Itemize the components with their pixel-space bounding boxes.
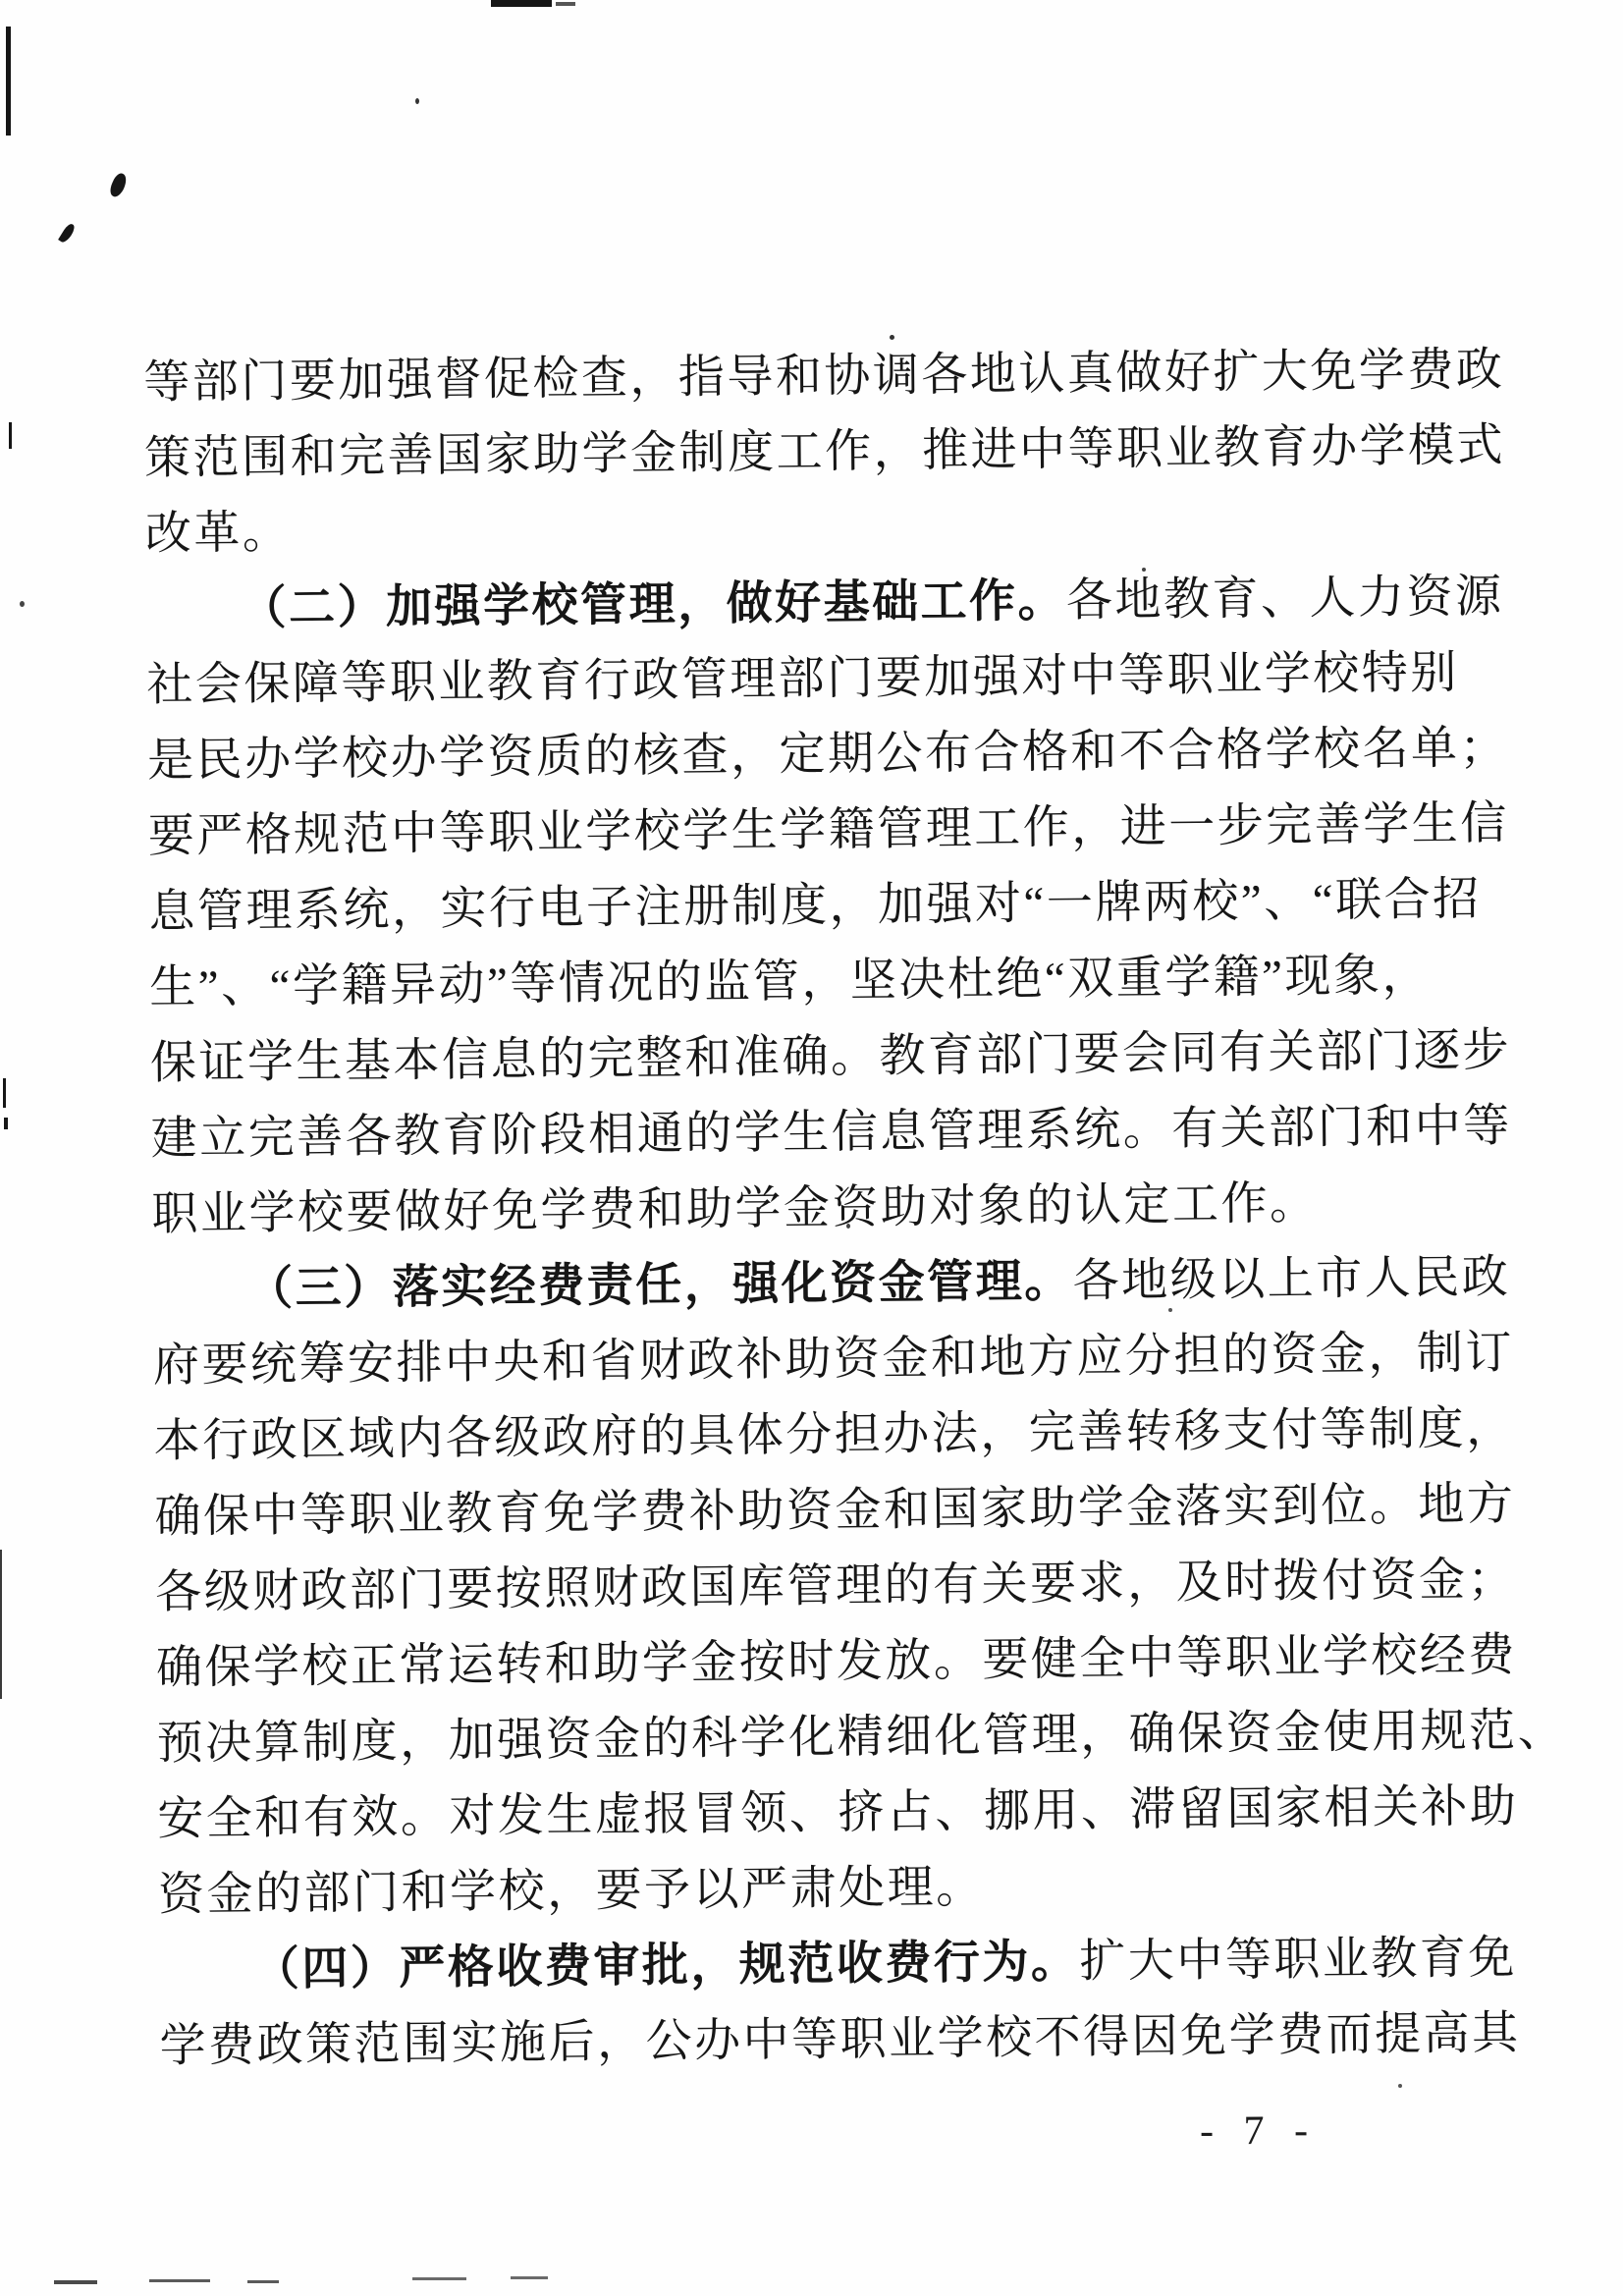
page-number: - 7 - <box>1199 2107 1319 2155</box>
text-line: 是民办学校办学资质的核查，定期公布合格和不合格学校名单； <box>146 722 1509 787</box>
text-line: 息管理系统，实行电子注册制度，加强对“一牌两校”、“联合招 <box>148 873 1482 938</box>
ink-blot <box>58 222 77 245</box>
scan-artifact-margin-mark <box>20 601 25 607</box>
ink-speck <box>1398 2084 1402 2088</box>
paragraph <box>143 333 1512 573</box>
ink-blot <box>107 171 129 198</box>
text-line: 生”、“学籍异动”等情况的监管，坚决杜绝“双重学籍”现象， <box>149 950 1432 1013</box>
text-line: 安全和有效。对发生虚报冒领、挤占、挪用、滞留国家相关补助 <box>157 1780 1519 1845</box>
section-body-start: 扩大中等职业教育免 <box>1079 1932 1518 1988</box>
text-line <box>145 560 1513 648</box>
scan-artifact-edge-bar <box>6 27 11 125</box>
text-line: 确保学校正常运转和助学金按时发放。要健全中等职业学校经费 <box>155 1629 1518 1694</box>
text-line <box>159 1921 1527 2009</box>
text-line: 等部门要加强督促检查，指导和协调各地认真做好扩大免学费政 <box>143 344 1505 409</box>
text-line: 建立完善各教育阶段相通的学生信息管理系统。有关部门和中等 <box>150 1100 1512 1165</box>
text-line: 职业学校要做好免学费和助学金资助对象的认定工作。 <box>151 1177 1319 1240</box>
text-line: 预决算制度，加强资金的科学化精细化管理，确保资金使用规范、 <box>156 1705 1567 1770</box>
ink-speck <box>415 98 419 104</box>
scan-artifact-margin-mark <box>3 1078 6 1108</box>
text-line: 保证学生基本信息的完整和准确。教育部门要会同有关部门逐步 <box>149 1024 1512 1089</box>
section-body-start: 各地级以上市人民政 <box>1072 1251 1511 1307</box>
scan-artifact-bottom-dash <box>54 2280 97 2284</box>
scan-artifact-top-smudge <box>556 2 575 6</box>
scan-artifact-margin-mark <box>4 1118 8 1129</box>
scan-artifact-bottom-dash <box>412 2277 466 2280</box>
scan-artifact-bottom-dash <box>149 2279 210 2282</box>
document-text <box>143 333 1567 2085</box>
paragraph <box>159 1921 1527 2085</box>
text-line: 改革。 <box>144 507 292 560</box>
scan-artifact-margin-mark <box>0 1550 2 1699</box>
scan-artifact-bottom-dash <box>511 2276 548 2279</box>
scan-artifact-top-smudge <box>491 0 552 7</box>
paragraph <box>152 1240 1567 1934</box>
text-line: 学费政策范围实施后，公办中等职业学校不得因免学费而提高其 <box>159 2007 1521 2072</box>
text-line: 各级财政部门要按照财政国库管理的有关要求，及时拨付资金； <box>154 1554 1517 1618</box>
text-line <box>152 1240 1520 1329</box>
text-line: 策范围和完善国家助学金制度工作，推进中等职业教育办学模式 <box>143 419 1506 484</box>
text-line: 要严格规范中等职业学校学生学籍管理工作，进一步完善学生信 <box>147 797 1509 862</box>
scan-artifact-bottom-dash <box>247 2280 279 2283</box>
paragraph <box>145 560 1519 1253</box>
scan-artifact-margin-mark <box>9 422 12 449</box>
text-line: 本行政区域内各级政府的具体分担办法，完善转移支付等制度， <box>153 1402 1515 1467</box>
section-heading: （三）落实经费责任，强化资金管理。 <box>245 1255 1073 1316</box>
text-line: 资金的部门和学校，要予以严肃处理。 <box>157 1861 985 1921</box>
section-heading: （二）加强学校管理，做好基础工作。 <box>240 574 1067 635</box>
section-body-start: 各地教育、人力资源 <box>1065 571 1504 627</box>
text-line: 确保中等职业教育免学费补助资金和国家助学金落实到位。地方 <box>154 1478 1516 1543</box>
section-heading: （四）严格收费审批，规范收费行为。 <box>252 1936 1080 1996</box>
text-line: 社会保障等职业教育行政管理部门要加强对中等职业学校特别 <box>146 647 1460 711</box>
text-line: 府要统筹安排中央和省财政补助资金和地方应分担的资金，制订 <box>152 1327 1515 1392</box>
scan-artifact-edge-tick <box>6 122 11 136</box>
